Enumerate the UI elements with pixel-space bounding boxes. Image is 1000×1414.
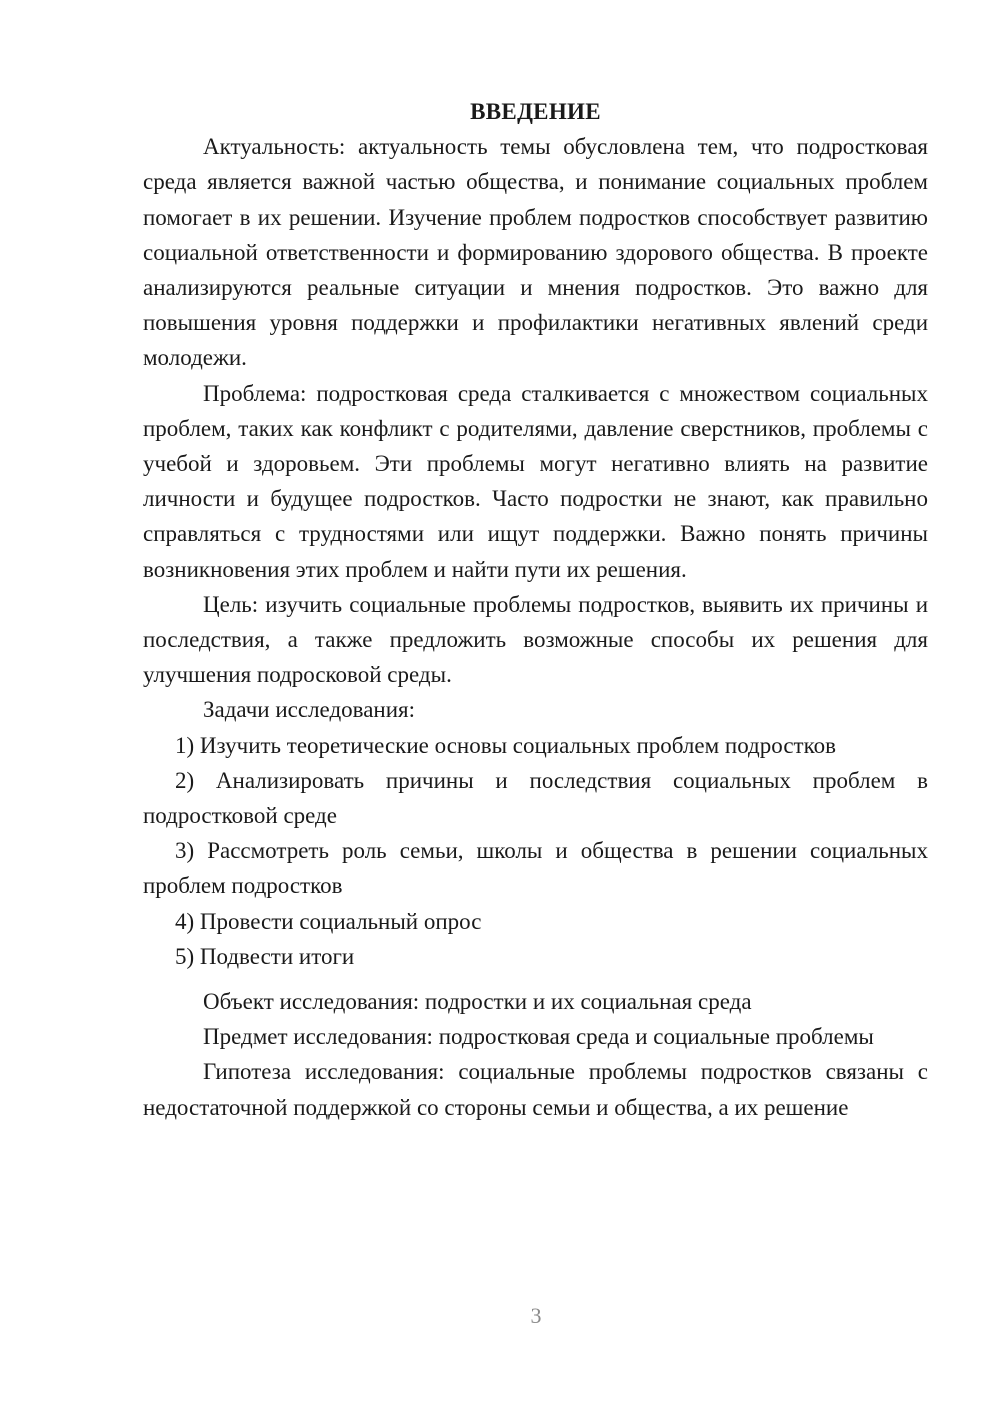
problem-paragraph: Проблема: подростковая среда сталкивается с множеством социальных проблем, таких как конфликт с родителями, давление сверстников, проблемы с учебой и здоровьем. Эти проблемы могут негативно влиять на развитие личности и будущее подростков. Часто подростки не знают, как правильно справляться с трудностями или ищут поддержки. Важно понять причины возникновения этих проблем и найти пути их решения.: [143, 380, 928, 582]
task-item: 4) Провести социальный опрос: [175, 908, 482, 934]
tasks-title: Задачи исследования:: [203, 697, 416, 723]
goal-paragraph: Цель: изучить социальные проблемы подростков, выявить их причины и последствия, а также предложить возможные способы их решения для улучшения подросковой среды.: [143, 591, 928, 688]
task-item: 5) Подвести итоги: [175, 943, 355, 969]
task-item: 1) Изучить теоретические основы социальных проблем подростков: [175, 732, 836, 758]
page-content: [143, 94, 928, 1125]
hypothesis-paragraph: Гипотеза исследования: социальные проблемы подростков связаны с недостаточной поддержкой со стороны семьи и общества, а их решение: [143, 1059, 928, 1120]
task-item: 3) Рассмотреть роль семьи, школы и общества в решении социальных проблем подростков: [143, 838, 928, 899]
object-paragraph: Объект исследования: подростки и их социальная среда: [203, 989, 752, 1015]
page-number: 3: [530, 1303, 542, 1328]
task-item: 2) Анализировать причины и последствия социальных проблем в подростковой среде: [143, 767, 928, 829]
relevance-paragraph: Актуальность: актуальность темы обусловлена тем, что подростковая среда является важной частью общества, и понимание социальных проблем помогает в их решении. Изучение проблем подростков способствует развитию социальной ответственности и формированию здорового общества. В проекте анализируются реальные ситуации и мнения подростков. Это важно для повышения уровня поддержки и профилактики негативных явлений среди молодежи.: [143, 134, 928, 371]
section-heading: ВВЕДЕНИЕ: [470, 99, 601, 124]
subject-paragraph: Предмет исследования: подростковая среда и социальные проблемы: [203, 1024, 874, 1050]
